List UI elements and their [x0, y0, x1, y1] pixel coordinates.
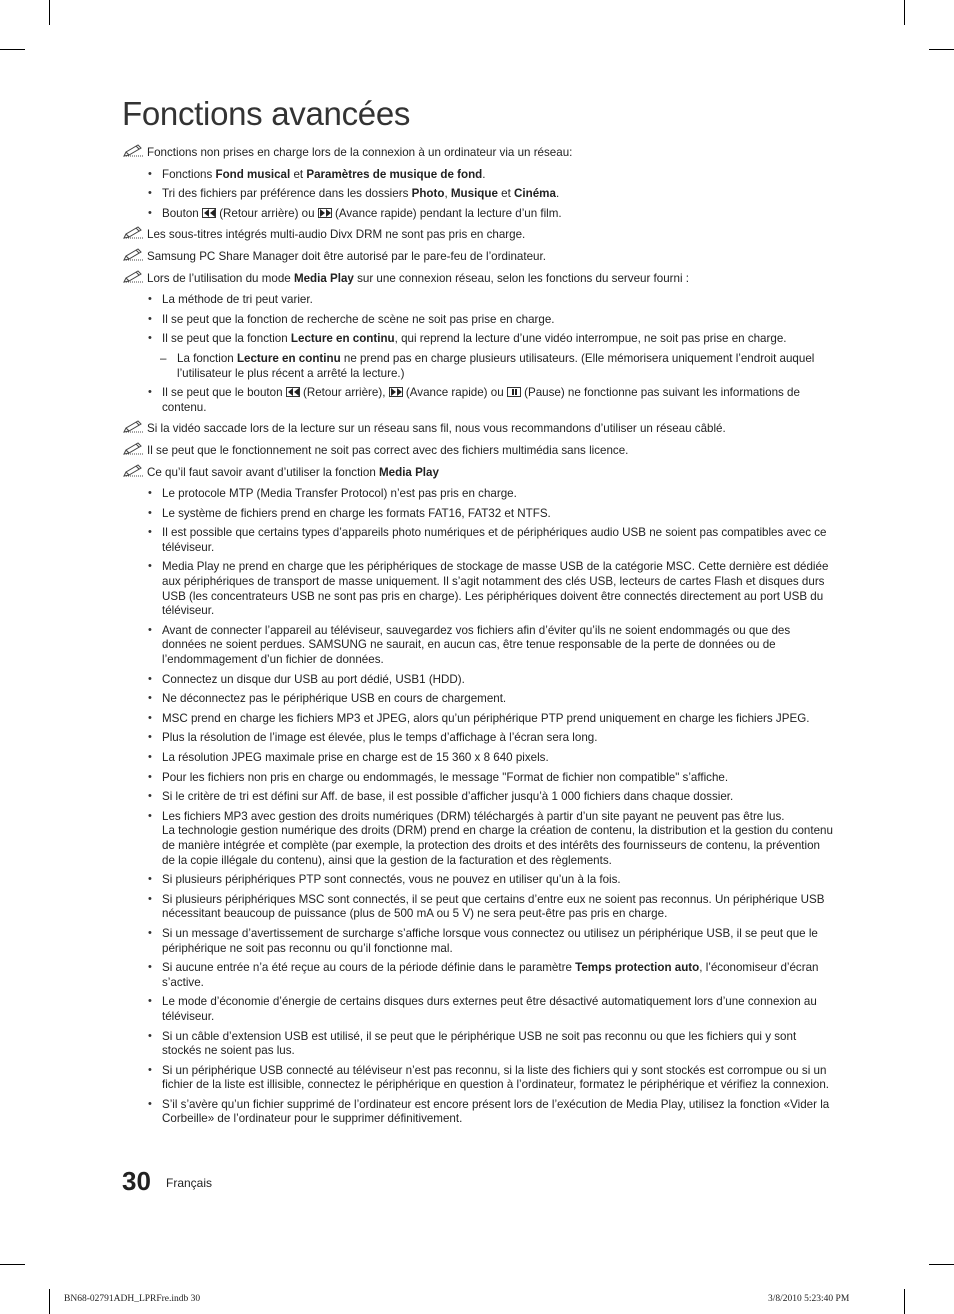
crop-mark-left-top — [0, 49, 25, 50]
crop-mark-bottom-left — [49, 1289, 50, 1314]
list-item: • Il se peut que le bouton (Retour arrière), (Avance rapide) ou (Pause) ne fonctionne pas suivant les informations de contenu. — [123, 386, 833, 415]
note — [123, 250, 833, 265]
list-item: • Si plusieurs périphériques MSC sont connectés, il se peut que certains d’entre eux ne soient pas reconnus. Un périphérique USB nécessitant beaucoup de puissance (plus de 500 mA ou 5 V) ne sera peut-être pas pris en charge. — [123, 893, 833, 922]
page-language: Français — [166, 1176, 213, 1190]
list-item: • Ne déconnectez pas le périphérique USB en cours de chargement. — [123, 692, 833, 707]
list-item: • MSC prend en charge les fichiers MP3 et JPEG, alors qu’un périphérique PTP prend uniquement en charge les fichiers JPEG. — [123, 712, 833, 727]
fast-forward-button-icon — [389, 387, 403, 397]
rewind-button-icon — [202, 208, 216, 218]
bullet-list — [123, 487, 833, 1127]
list-item: • Fonctions Fond musical et Paramètres de musique de fond. — [123, 168, 833, 183]
crop-mark-bottom-right — [904, 1289, 905, 1314]
dash-item: – La fonction Lecture en continu ne prend pas en charge plusieurs utilisateurs. (Elle mémorisera uniquement l’endroit auquel l’utilisateur le plus récent a arrêté la lecture.) — [160, 351, 815, 380]
pencil-note-icon — [123, 248, 145, 261]
list-item: • Si le critère de tri est défini sur Aff. de base, il est possible d’afficher jusqu’à 1 000 fichiers dans chaque dossier. — [123, 790, 833, 805]
note — [123, 466, 833, 481]
list-item: • Le système de fichiers prend en charge les formats FAT16, FAT32 et NTFS. — [123, 507, 833, 522]
crop-mark-left-bottom — [0, 1264, 25, 1265]
note — [123, 444, 833, 459]
pencil-note-icon — [123, 226, 145, 239]
note-text: Fonctions non prises en charge lors de la connexion à un ordinateur via un réseau: — [147, 146, 573, 159]
crop-mark-right-bottom — [929, 1264, 954, 1265]
pause-button-icon — [507, 387, 521, 397]
rewind-button-icon — [286, 387, 300, 397]
list-item: • Pour les fichiers non pris en charge ou endommagés, le message "Format de fichier non compatible" s’affiche. — [123, 771, 833, 786]
note-text: Lors de l’utilisation du mode Media Play sur une connexion réseau, selon les fonctions du serveur fourni : — [147, 271, 690, 285]
list-item: • Avant de connecter l’appareil au téléviseur, sauvegardez vos fichiers afin d’éviter qu’ils ne soient endommagés ou que des données ne soient perdues. SAMSUNG ne saurait, en aucun cas, être tenue responsable de la perte de données ou de l’endommagement d’un fichier de données. — [123, 624, 833, 668]
bullet-list — [123, 386, 833, 415]
fast-forward-button-icon — [318, 208, 332, 218]
list-item: • La méthode de tri peut varier. — [123, 293, 833, 308]
note — [123, 422, 833, 437]
pencil-note-icon — [123, 420, 145, 433]
page-number: 30 — [122, 1166, 151, 1196]
list-item: • Les fichiers MP3 avec gestion des droits numériques (DRM) téléchargés à partir d’un site payant ne peuvent pas être lus. La technologie gestion numérique des droits (DRM) prend en charge la création de contenu, la distribution et la gestion du contenu de manière intégrée et complète (par exemple, la protection des droits et des intérêts des fournisseurs de contenu, la prévention de la copie illégale du contenu), ainsi que la gestion de la facturation et des règlements. — [123, 810, 833, 868]
list-item: • Si un message d’avertissement de surcharge s’affiche lorsque vous connectez ou utilisez un périphérique USB, il se peut que le périphérique ne soit pas reconnu ou qu’il fonctionne mal. — [123, 927, 833, 956]
note — [123, 272, 833, 287]
list-item: • La résolution JPEG maximale prise en charge est de 15 360 x 8 640 pixels. — [123, 751, 833, 766]
bullet-list — [123, 168, 833, 222]
list-item: • Il se peut que la fonction Lecture en continu, qui reprend la lecture d’une vidéo interrompue, ne soit pas prise en charge. — [123, 332, 833, 347]
list-item: • Si plusieurs périphériques PTP sont connectés, vous ne pouvez en utiliser qu’un à la fois. — [123, 873, 833, 888]
list-item: • Le protocole MTP (Media Transfer Protocol) n’est pas pris en charge. — [123, 487, 833, 502]
pencil-note-icon — [123, 464, 145, 477]
print-slug-date: 3/8/2010 5:23:40 PM — [768, 1294, 850, 1304]
list-item: • Si un périphérique USB connecté au téléviseur n’est pas reconnu, si la liste des fichiers qui y sont stockés est corrompue ou si un fichier de la liste est illisible, connectez le périphérique en question à l’ordinateur, formatez le périphérique et vérifiez la connexion. — [123, 1064, 833, 1093]
note-text: Il se peut que le fonctionnement ne soit pas correct avec des fichiers multimédia sans licence. — [147, 443, 629, 457]
print-slug-file: BN68-02791ADH_LPRFre.indb 30 — [64, 1294, 201, 1304]
list-item: • Tri des fichiers par préférence dans les dossiers Photo, Musique et Cinéma. — [123, 187, 833, 202]
crop-mark-right-top — [929, 49, 954, 50]
list-item: • Il se peut que la fonction de recherche de scène ne soit pas prise en charge. — [123, 313, 833, 328]
bullet-list — [123, 293, 833, 347]
list-item: • Si un câble d’extension USB est utilisé, il se peut que le périphérique USB ne soit pas reconnu ou que les fichiers qui y sont stockés ne soient pas lus. — [123, 1030, 833, 1059]
list-item: • Bouton (Retour arrière) ou (Avance rapide) pendant la lecture d’un film. — [123, 207, 833, 222]
note — [123, 228, 833, 243]
note-text: Ce qu’il faut savoir avant d’utiliser la fonction Media Play — [147, 465, 439, 479]
pencil-note-icon — [123, 144, 145, 157]
note-text: Les sous-titres intégrés multi-audio Divx DRM ne sont pas pris en charge. — [147, 228, 526, 242]
crop-mark-top-left — [49, 0, 50, 25]
note — [123, 146, 833, 161]
page-title: Fonctions avancées — [122, 95, 411, 132]
list-item: • Plus la résolution de l’image est élevée, plus le temps d’affichage à l’écran sera long. — [123, 731, 833, 746]
page-content — [123, 146, 833, 1134]
pencil-note-icon — [123, 270, 145, 283]
list-item: • S’il s’avère qu’un fichier supprimé de l’ordinateur est encore présent lors de l’exécution de Media Play, utilisez la fonction «Vider la Corbeille» de l’ordinateur pour le supprimer définitivement. — [123, 1098, 833, 1127]
list-item: • Il est possible que certains types d’appareils photo numériques et de périphériques audio USB ne soient pas compatibles avec ce téléviseur. — [123, 526, 833, 555]
crop-mark-top-right — [904, 0, 905, 25]
note-text: Si la vidéo saccade lors de la lecture sur un réseau sans fil, nous vous recommandons d’utiliser un réseau câblé. — [147, 422, 726, 436]
note-text: Samsung PC Share Manager doit être autorisé par le pare-feu de l’ordinateur. — [147, 249, 546, 263]
list-item: • Le mode d’économie d’énergie de certains disques durs externes peut être désactivé automatiquement lors d’une connexion au téléviseur. — [123, 995, 833, 1024]
pencil-note-icon — [123, 442, 145, 455]
list-item: • Si aucune entrée n’a été reçue au cours de la période définie dans le paramètre Temps protection auto, l’économiseur d’écran s’active. — [123, 961, 833, 990]
list-item: • Connectez un disque dur USB au port dédié, USB1 (HDD). — [123, 673, 833, 688]
list-item: • Media Play ne prend en charge que les périphériques de stockage de masse USB de la catégorie MSC. Cette dernière est dédiée aux périphériques de transport de masse uniquement. Il s’agit notamment des clés USB, lecteurs de cartes Flash et disques durs USB (les concentrateurs USB ne sont pas pris en charge). Les périphériques doivent être connectés directement au port USB du téléviseur. — [123, 560, 833, 618]
